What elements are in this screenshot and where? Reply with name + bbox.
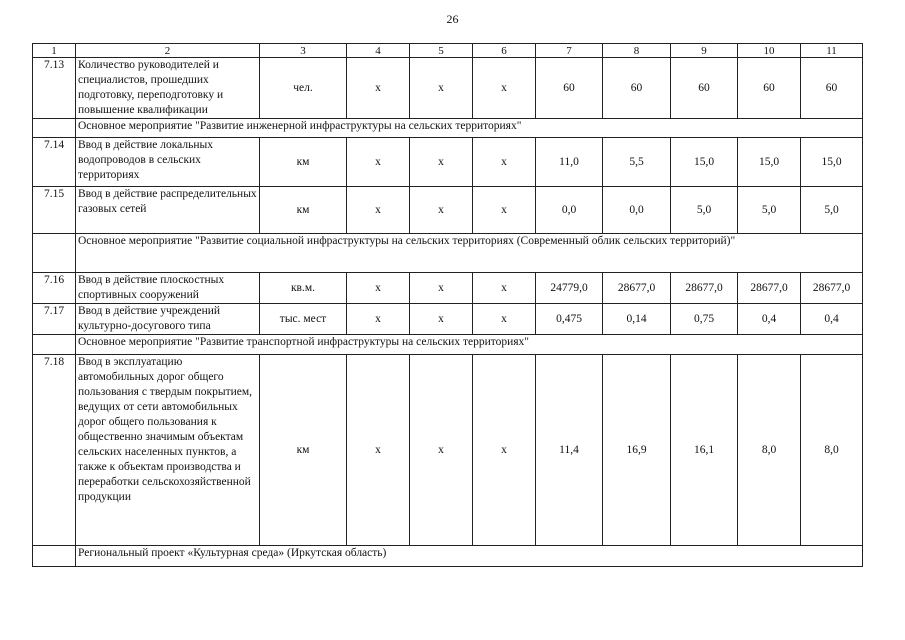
value-cell: 28677,0 [738,273,801,304]
header-cell: 5 [410,44,473,58]
value-cell: 28677,0 [671,273,738,304]
indicator-name: Ввод в эксплуатацию автомобильных дорог общего пользования с твердым покрытием, ведущих от сети автомобильных дорог общего пользования к общественно значимым объектам сельских населенных пунктов, а также к объектам производства и переработки сельскохозяйственной продукции [76,355,260,546]
header-cell: 1 [33,44,76,58]
header-cell: 11 [801,44,863,58]
value-cell: 0,0 [603,187,671,234]
value-cell: 0,475 [536,304,603,335]
indicator-name: Ввод в действие распределительных газовых сетей [76,187,260,234]
indicator-name: Ввод в действие учреждений культурно-досугового типа [76,304,260,335]
table-row [33,273,863,304]
unit-cell: км [260,138,347,187]
table-row [33,355,863,546]
section-row [33,234,863,273]
section-number-cell [33,119,76,138]
value-cell: 0,14 [603,304,671,335]
value-cell: 15,0 [801,138,863,187]
value-cell: 60 [801,58,863,119]
value-cell: 15,0 [671,138,738,187]
value-cell: 16,9 [603,355,671,546]
value-cell: 60 [671,58,738,119]
header-cell: 9 [671,44,738,58]
section-title: Основное мероприятие "Развитие инженерной инфраструктуры на сельских территориях" [76,119,863,138]
value-cell: 11,4 [536,355,603,546]
header-cell: 3 [260,44,347,58]
section-title: Основное мероприятие "Развитие социальной инфраструктуры на сельских территориях (Современный облик сельских территорий)" [76,234,863,273]
row-number: 7.13 [33,58,76,119]
row-number: 7.16 [33,273,76,304]
value-cell: 5,0 [801,187,863,234]
value-cell: x [347,138,410,187]
table-row [33,187,863,234]
value-cell: 60 [603,58,671,119]
value-cell: x [410,273,473,304]
value-cell: x [410,138,473,187]
table-row [33,58,863,119]
value-cell: x [473,355,536,546]
header-cell: 6 [473,44,536,58]
value-cell: 16,1 [671,355,738,546]
value-cell: x [410,187,473,234]
row-number: 7.14 [33,138,76,187]
header-cell: 2 [76,44,260,58]
header-cell: 7 [536,44,603,58]
indicators-table [32,43,863,567]
value-cell: x [347,273,410,304]
value-cell: 8,0 [738,355,801,546]
value-cell: 60 [738,58,801,119]
value-cell: 60 [536,58,603,119]
value-cell: x [347,304,410,335]
value-cell: 0,75 [671,304,738,335]
value-cell: 0,4 [738,304,801,335]
section-number-cell [33,234,76,273]
value-cell: x [347,355,410,546]
value-cell: x [473,58,536,119]
row-number: 7.17 [33,304,76,335]
indicator-name: Ввод в действие локальных водопроводов в сельских территориях [76,138,260,187]
value-cell: x [410,304,473,335]
indicator-name: Ввод в действие плоскостных спортивных сооружений [76,273,260,304]
row-number: 7.15 [33,187,76,234]
unit-cell: кв.м. [260,273,347,304]
section-number-cell [33,335,76,355]
value-cell: x [473,304,536,335]
value-cell: 0,0 [536,187,603,234]
table-row [33,138,863,187]
section-row [33,119,863,138]
section-row [33,546,863,567]
value-cell: x [473,273,536,304]
unit-cell: чел. [260,58,347,119]
value-cell: 15,0 [738,138,801,187]
section-number-cell [33,546,76,567]
header-cell: 8 [603,44,671,58]
header-cell: 4 [347,44,410,58]
value-cell: 5,0 [738,187,801,234]
indicator-name: Количество руководителей и специалистов, прошедших подготовку, переподготовку и повышение квалификации [76,58,260,119]
value-cell: 8,0 [801,355,863,546]
value-cell: x [410,58,473,119]
header-cell: 10 [738,44,801,58]
value-cell: 5,5 [603,138,671,187]
section-title: Региональный проект «Культурная среда» (Иркутская область) [76,546,863,567]
value-cell: x [347,58,410,119]
unit-cell: тыс. мест [260,304,347,335]
table-row [33,304,863,335]
section-row [33,335,863,355]
row-number: 7.18 [33,355,76,546]
value-cell: 28677,0 [603,273,671,304]
value-cell: x [473,138,536,187]
value-cell: 28677,0 [801,273,863,304]
value-cell: 5,0 [671,187,738,234]
value-cell: x [473,187,536,234]
value-cell: x [347,187,410,234]
section-title: Основное мероприятие "Развитие транспортной инфраструктуры на сельских территориях" [76,335,863,355]
value-cell: 0,4 [801,304,863,335]
unit-cell: км [260,187,347,234]
unit-cell: км [260,355,347,546]
value-cell: 24779,0 [536,273,603,304]
header-row [33,44,863,58]
value-cell: x [410,355,473,546]
value-cell: 11,0 [536,138,603,187]
page-number: 26 [446,12,459,26]
